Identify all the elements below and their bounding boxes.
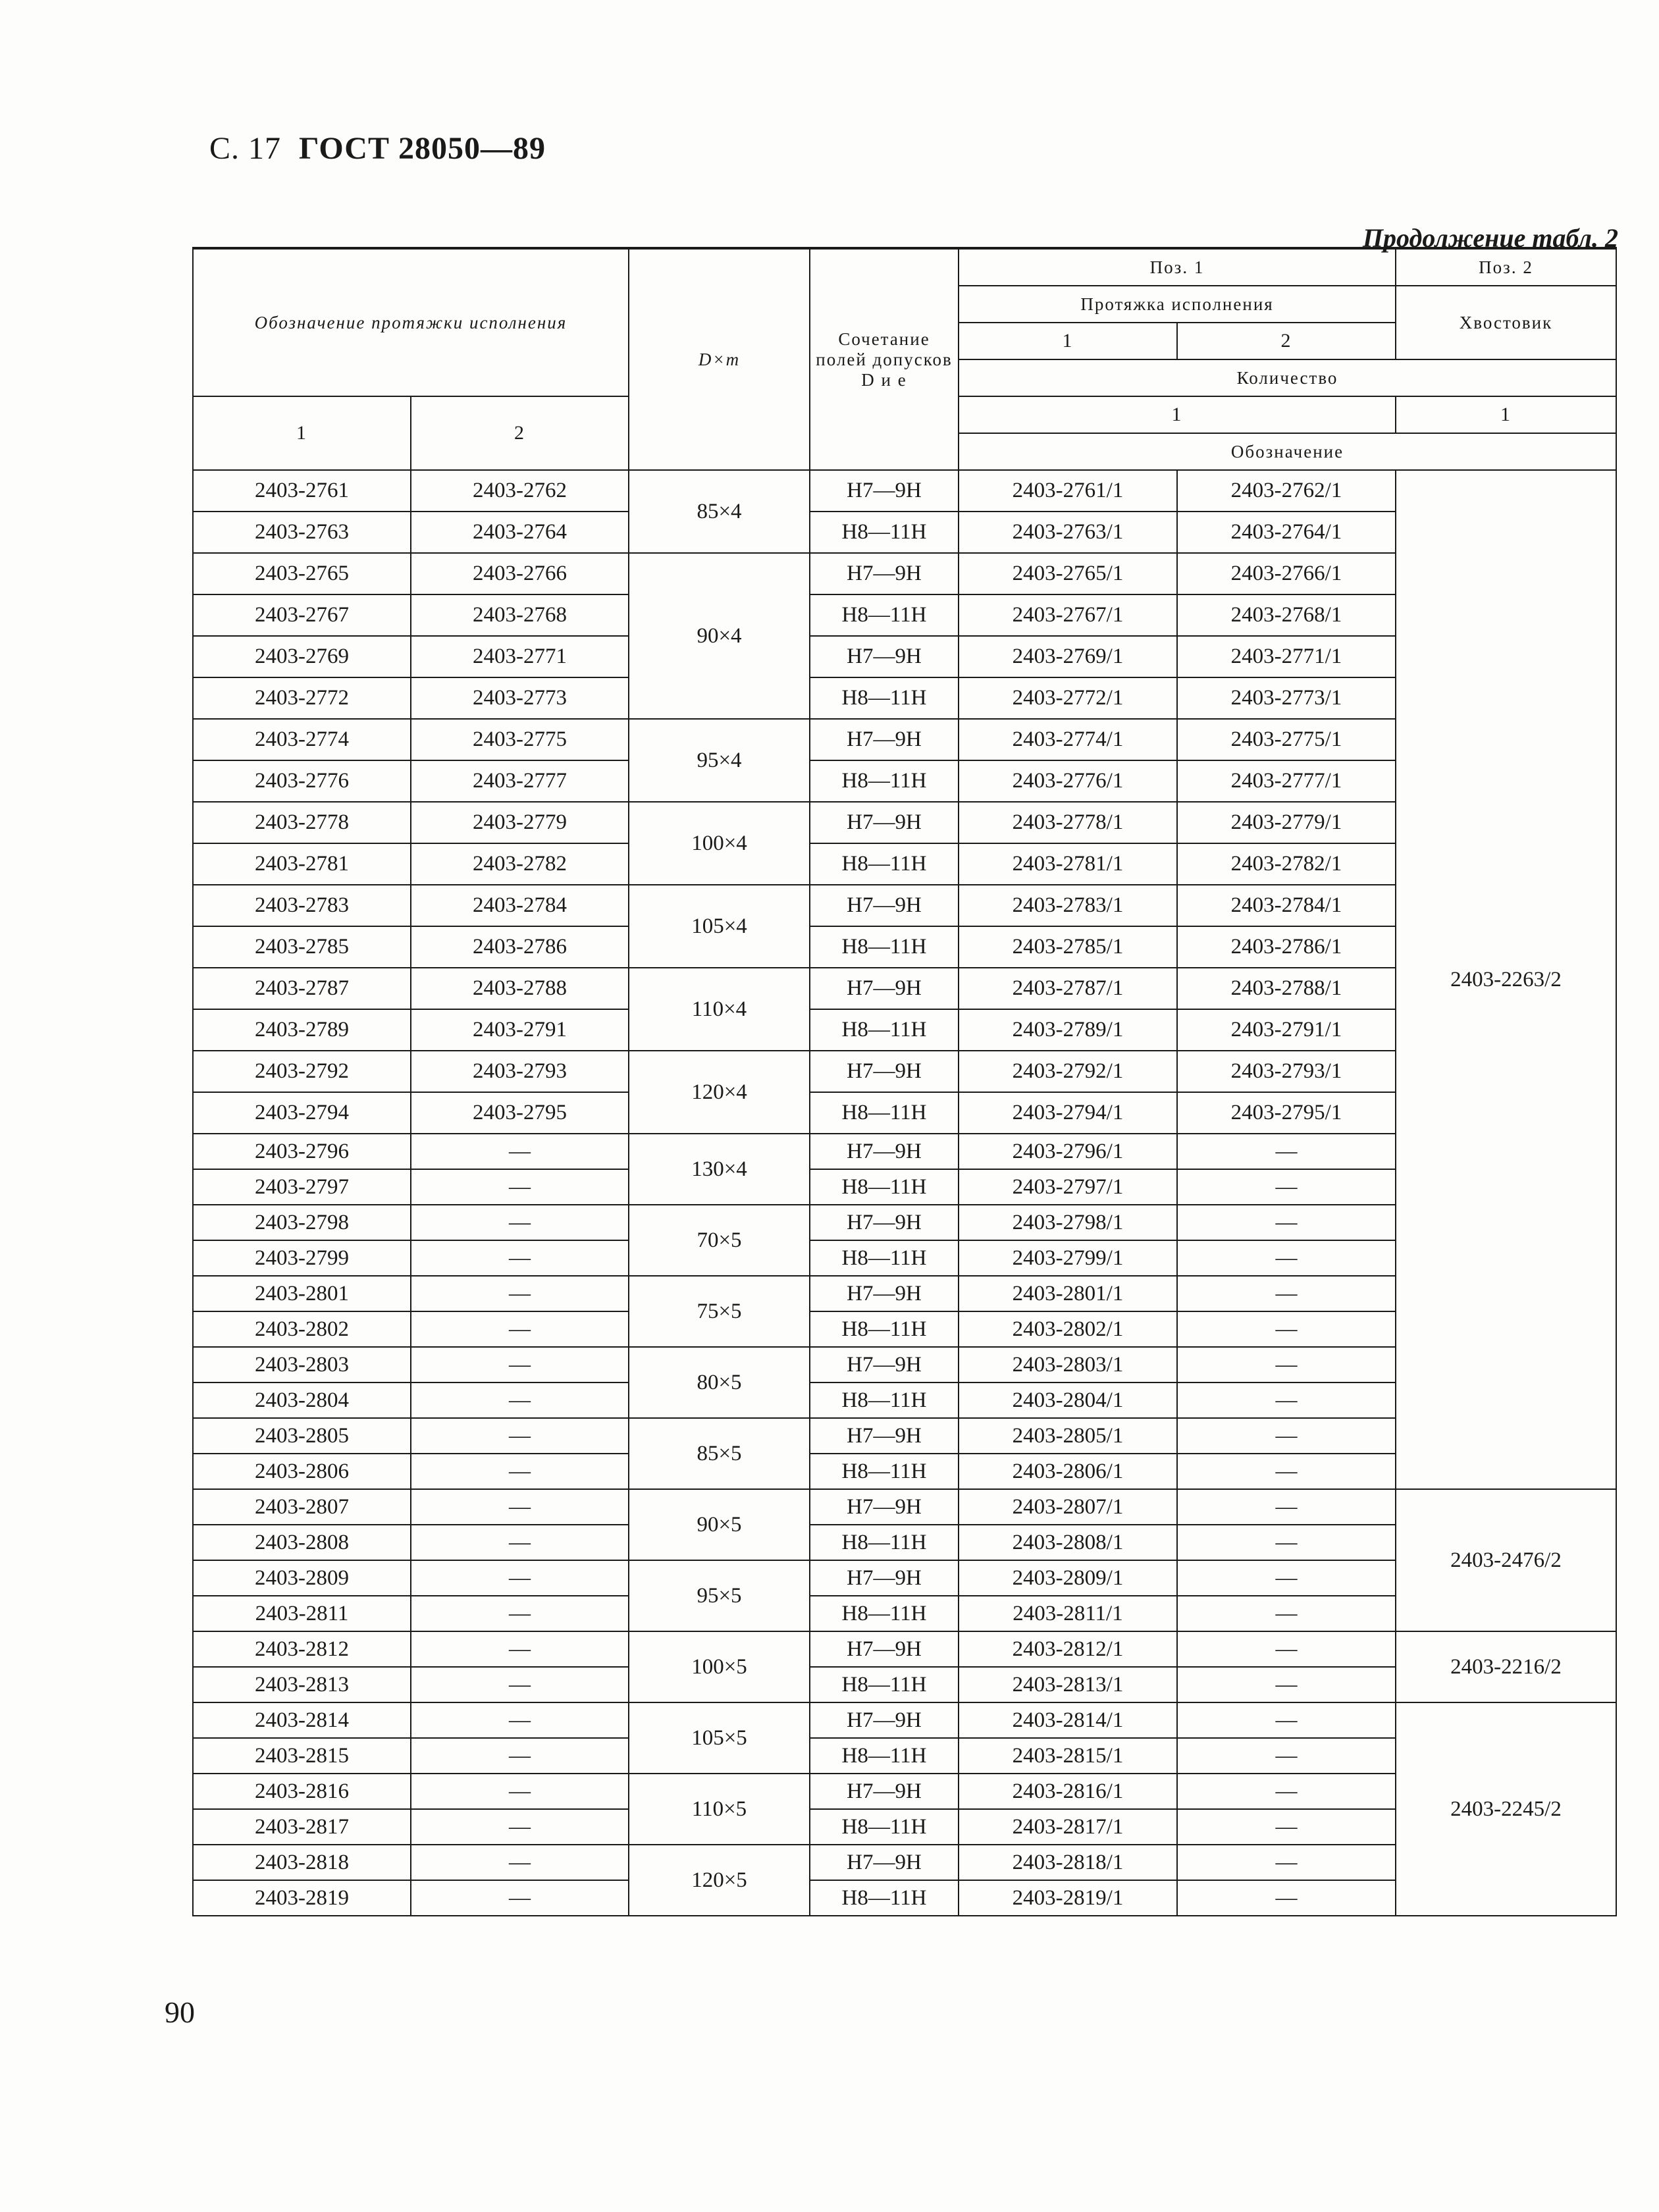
pos1-v1-designation: 2403-2815/1 bbox=[959, 1738, 1177, 1774]
broach-designation-v2: 2403-2777 bbox=[411, 760, 629, 802]
pos1-v2-designation: — bbox=[1177, 1596, 1396, 1631]
broach-designation-v1: 2403-2805 bbox=[193, 1418, 411, 1454]
dm-header: D×m bbox=[629, 248, 810, 470]
tolerance-fit: H8—11H bbox=[810, 677, 959, 719]
pos1-v1-designation: 2403-2787/1 bbox=[959, 968, 1177, 1009]
pos1-v1-designation: 2403-2765/1 bbox=[959, 553, 1177, 594]
tolerance-fit: H8—11H bbox=[810, 760, 959, 802]
pos1-v1-designation: 2403-2819/1 bbox=[959, 1880, 1177, 1916]
broach-designation-v2: — bbox=[411, 1347, 629, 1382]
tolerance-fit: H7—9H bbox=[810, 1631, 959, 1667]
pos1-v2-designation: — bbox=[1177, 1738, 1396, 1774]
table-2-continuation bbox=[192, 247, 1616, 1916]
pos1-v2-designation: — bbox=[1177, 1809, 1396, 1845]
pos1-v1-designation: 2403-2776/1 bbox=[959, 760, 1177, 802]
broach-designation-v1: 2403-2812 bbox=[193, 1631, 411, 1667]
broach-designation-v1: 2403-2792 bbox=[193, 1051, 411, 1092]
tolerance-fit: H8—11H bbox=[810, 1667, 959, 1702]
shank-designation: 2403-2476/2 bbox=[1396, 1489, 1616, 1631]
page-number: 90 bbox=[165, 1995, 195, 2029]
pos1-v1-designation: 2403-2817/1 bbox=[959, 1809, 1177, 1845]
pos1-v2-designation: 2403-2793/1 bbox=[1177, 1051, 1396, 1092]
tolerance-fit: H7—9H bbox=[810, 1560, 959, 1596]
pos1-v1-designation: 2403-2804/1 bbox=[959, 1382, 1177, 1418]
broach-designation-v1: 2403-2763 bbox=[193, 512, 411, 553]
broach-designation-v1: 2403-2783 bbox=[193, 885, 411, 926]
tolerance-fit: H8—11H bbox=[810, 1382, 959, 1418]
pos1-v2-designation: — bbox=[1177, 1489, 1396, 1525]
shank-designation: 2403-2216/2 bbox=[1396, 1631, 1616, 1702]
designation-label-header: Обозначение bbox=[959, 433, 1616, 470]
broach-designation-v2: 2403-2762 bbox=[411, 470, 629, 512]
pos1-v1-designation: 2403-2799/1 bbox=[959, 1240, 1177, 1276]
dm-cell: 90×5 bbox=[629, 1489, 810, 1560]
tolerance-fit: H7—9H bbox=[810, 1774, 959, 1809]
pos1-v2-designation: — bbox=[1177, 1240, 1396, 1276]
broach-designation-v2: 2403-2775 bbox=[411, 719, 629, 760]
broach-designation-v1: 2403-2785 bbox=[193, 926, 411, 968]
pos1-v2-designation: — bbox=[1177, 1525, 1396, 1560]
designation-header: Обозначение протяжки исполнения bbox=[193, 248, 629, 396]
pos1-v1-designation: 2403-2796/1 bbox=[959, 1134, 1177, 1169]
broach-designation-v1: 2403-2781 bbox=[193, 843, 411, 885]
broach-designation-v1: 2403-2772 bbox=[193, 677, 411, 719]
pos1-v1-designation: 2403-2803/1 bbox=[959, 1347, 1177, 1382]
pos1-v1-designation: 2403-2816/1 bbox=[959, 1774, 1177, 1809]
broach-designation-v1: 2403-2776 bbox=[193, 760, 411, 802]
pos1-v2-designation: — bbox=[1177, 1169, 1396, 1205]
broach-designation-v2: 2403-2793 bbox=[411, 1051, 629, 1092]
pos1-v1-designation: 2403-2808/1 bbox=[959, 1525, 1177, 1560]
tolerance-fit: H7—9H bbox=[810, 1051, 959, 1092]
pos1-v1-designation: 2403-2807/1 bbox=[959, 1489, 1177, 1525]
standard-number: ГОСТ 28050—89 bbox=[299, 131, 546, 166]
spec-table bbox=[192, 247, 1617, 1916]
broach-designation-v2: — bbox=[411, 1205, 629, 1240]
tolerance-fit: H8—11H bbox=[810, 926, 959, 968]
version-1-header: 1 bbox=[959, 323, 1177, 359]
broach-designation-v2: — bbox=[411, 1702, 629, 1738]
broach-designation-v1: 2403-2787 bbox=[193, 968, 411, 1009]
broach-designation-v2: — bbox=[411, 1134, 629, 1169]
dm-cell: 120×5 bbox=[629, 1845, 810, 1916]
pos1-v1-designation: 2403-2772/1 bbox=[959, 677, 1177, 719]
tolerance-fit: H8—11H bbox=[810, 1009, 959, 1051]
table-row bbox=[193, 1489, 1616, 1525]
pos1-v2-designation: 2403-2779/1 bbox=[1177, 802, 1396, 843]
pos1-v2-designation: — bbox=[1177, 1845, 1396, 1880]
pos1-v2-designation: — bbox=[1177, 1774, 1396, 1809]
pos1-v1-designation: 2403-2802/1 bbox=[959, 1311, 1177, 1347]
pos1-v1-designation: 2403-2812/1 bbox=[959, 1631, 1177, 1667]
broach-designation-v1: 2403-2815 bbox=[193, 1738, 411, 1774]
pos1-header: Поз. 1 bbox=[959, 248, 1396, 286]
pos1-v2-designation: — bbox=[1177, 1667, 1396, 1702]
broach-designation-v1: 2403-2789 bbox=[193, 1009, 411, 1051]
pos1-v2-designation: — bbox=[1177, 1702, 1396, 1738]
pos1-v2-designation: — bbox=[1177, 1382, 1396, 1418]
broach-designation-v1: 2403-2801 bbox=[193, 1276, 411, 1311]
dm-cell: 75×5 bbox=[629, 1276, 810, 1347]
broach-designation-v2: 2403-2779 bbox=[411, 802, 629, 843]
dm-cell: 100×4 bbox=[629, 802, 810, 885]
pos1-v2-designation: 2403-2775/1 bbox=[1177, 719, 1396, 760]
tolerance-fit: H7—9H bbox=[810, 470, 959, 512]
broach-designation-v2: — bbox=[411, 1560, 629, 1596]
tolerance-fit: H8—11H bbox=[810, 1880, 959, 1916]
pos1-v1-designation: 2403-2761/1 bbox=[959, 470, 1177, 512]
dm-cell: 130×4 bbox=[629, 1134, 810, 1205]
pos1-v2-designation: 2403-2768/1 bbox=[1177, 594, 1396, 636]
broach-designation-v2: 2403-2771 bbox=[411, 636, 629, 677]
broach-designation-v2: — bbox=[411, 1631, 629, 1667]
shank-designation: 2403-2245/2 bbox=[1396, 1702, 1616, 1916]
dm-cell: 85×5 bbox=[629, 1418, 810, 1489]
tolerance-fit: H7—9H bbox=[810, 802, 959, 843]
pos1-v2-designation: — bbox=[1177, 1454, 1396, 1489]
broach-designation-v2: — bbox=[411, 1382, 629, 1418]
tolerance-fit: H7—9H bbox=[810, 636, 959, 677]
broach-designation-v1: 2403-2806 bbox=[193, 1454, 411, 1489]
tolerance-fit: H7—9H bbox=[810, 719, 959, 760]
pos1-v2-designation: 2403-2795/1 bbox=[1177, 1092, 1396, 1134]
pos1-v2-designation: — bbox=[1177, 1311, 1396, 1347]
pos1-v2-designation: — bbox=[1177, 1631, 1396, 1667]
pos1-v1-designation: 2403-2809/1 bbox=[959, 1560, 1177, 1596]
broach-designation-v1: 2403-2798 bbox=[193, 1205, 411, 1240]
broach-designation-v1: 2403-2765 bbox=[193, 553, 411, 594]
pos1-v1-designation: 2403-2769/1 bbox=[959, 636, 1177, 677]
tolerance-fit: H7—9H bbox=[810, 885, 959, 926]
dm-cell: 95×4 bbox=[629, 719, 810, 802]
tolerance-fit: H7—9H bbox=[810, 1276, 959, 1311]
broach-designation-v1: 2403-2809 bbox=[193, 1560, 411, 1596]
dm-cell: 120×4 bbox=[629, 1051, 810, 1134]
dm-cell: 110×4 bbox=[629, 968, 810, 1051]
page-ref: С. 17 bbox=[209, 131, 282, 166]
dm-cell: 85×4 bbox=[629, 470, 810, 553]
broach-designation-v1: 2403-2816 bbox=[193, 1774, 411, 1809]
broach-designation-v1: 2403-2769 bbox=[193, 636, 411, 677]
pos1-v1-designation: 2403-2789/1 bbox=[959, 1009, 1177, 1051]
broach-designation-v2: — bbox=[411, 1774, 629, 1809]
dm-cell: 100×5 bbox=[629, 1631, 810, 1702]
pos1-v2-designation: 2403-2791/1 bbox=[1177, 1009, 1396, 1051]
pos1-v2-designation: 2403-2777/1 bbox=[1177, 760, 1396, 802]
pos1-v2-designation: 2403-2788/1 bbox=[1177, 968, 1396, 1009]
broach-designation-v1: 2403-2803 bbox=[193, 1347, 411, 1382]
version-2-header: 2 bbox=[1177, 323, 1396, 359]
broach-designation-v2: 2403-2795 bbox=[411, 1092, 629, 1134]
tolerance-fit: H8—11H bbox=[810, 1525, 959, 1560]
tolerance-fit: H8—11H bbox=[810, 1454, 959, 1489]
pos1-v2-designation: 2403-2786/1 bbox=[1177, 926, 1396, 968]
pos1-v2-designation: 2403-2782/1 bbox=[1177, 843, 1396, 885]
pos1-v1-designation: 2403-2805/1 bbox=[959, 1418, 1177, 1454]
broach-designation-v1: 2403-2814 bbox=[193, 1702, 411, 1738]
broach-designation-v2: — bbox=[411, 1667, 629, 1702]
broach-designation-v2: 2403-2773 bbox=[411, 677, 629, 719]
pos1-v2-designation: 2403-2762/1 bbox=[1177, 470, 1396, 512]
tolerance-fit: H7—9H bbox=[810, 1134, 959, 1169]
tolerance-fit: H8—11H bbox=[810, 843, 959, 885]
pos1-v1-designation: 2403-2814/1 bbox=[959, 1702, 1177, 1738]
broach-designation-v2: — bbox=[411, 1276, 629, 1311]
pos1-v1-designation: 2403-2763/1 bbox=[959, 512, 1177, 553]
broach-designation-v1: 2403-2817 bbox=[193, 1809, 411, 1845]
broach-designation-v2: — bbox=[411, 1880, 629, 1916]
broach-designation-v2: 2403-2782 bbox=[411, 843, 629, 885]
broach-designation-v1: 2403-2778 bbox=[193, 802, 411, 843]
pos1-v2-designation: 2403-2771/1 bbox=[1177, 636, 1396, 677]
tolerance-fit: H8—11H bbox=[810, 594, 959, 636]
pos1-v1-designation: 2403-2783/1 bbox=[959, 885, 1177, 926]
broach-designation-v1: 2403-2808 bbox=[193, 1525, 411, 1560]
pos1-v1-designation: 2403-2792/1 bbox=[959, 1051, 1177, 1092]
broach-designation-v2: — bbox=[411, 1738, 629, 1774]
broach-designation-v2: — bbox=[411, 1596, 629, 1631]
broach-designation-v2: 2403-2766 bbox=[411, 553, 629, 594]
tolerance-fit: H8—11H bbox=[810, 1092, 959, 1134]
pos1-v2-designation: — bbox=[1177, 1880, 1396, 1916]
quantity-header: Количество bbox=[959, 359, 1616, 396]
fits-header: Сочетание полей допусков D и e bbox=[810, 248, 959, 470]
tolerance-fit: H8—11H bbox=[810, 1809, 959, 1845]
broach-designation-v1: 2403-2794 bbox=[193, 1092, 411, 1134]
shank-header: Хвостовик bbox=[1396, 286, 1616, 359]
broach-version-header: Протяжка исполнения bbox=[959, 286, 1396, 323]
broach-designation-v1: 2403-2774 bbox=[193, 719, 411, 760]
pos1-v2-designation: — bbox=[1177, 1134, 1396, 1169]
pos1-v2-designation: — bbox=[1177, 1205, 1396, 1240]
pos1-v2-designation: — bbox=[1177, 1276, 1396, 1311]
broach-designation-v2: — bbox=[411, 1489, 629, 1525]
table-continuation-label: Продолжение табл. 2 bbox=[1362, 223, 1618, 253]
pos1-v1-designation: 2403-2774/1 bbox=[959, 719, 1177, 760]
table-row bbox=[193, 470, 1616, 512]
tolerance-fit: H7—9H bbox=[810, 1845, 959, 1880]
dm-cell: 70×5 bbox=[629, 1205, 810, 1276]
broach-designation-v2: — bbox=[411, 1845, 629, 1880]
tolerance-fit: H7—9H bbox=[810, 1347, 959, 1382]
tolerance-fit: H7—9H bbox=[810, 553, 959, 594]
dm-cell: 105×4 bbox=[629, 885, 810, 968]
pos1-v1-designation: 2403-2806/1 bbox=[959, 1454, 1177, 1489]
broach-designation-v1: 2403-2761 bbox=[193, 470, 411, 512]
tolerance-fit: H8—11H bbox=[810, 1596, 959, 1631]
broach-designation-v1: 2403-2767 bbox=[193, 594, 411, 636]
tolerance-fit: H8—11H bbox=[810, 1240, 959, 1276]
pos1-v1-designation: 2403-2797/1 bbox=[959, 1169, 1177, 1205]
dm-cell: 105×5 bbox=[629, 1702, 810, 1774]
broach-designation-v2: — bbox=[411, 1240, 629, 1276]
broach-designation-v2: 2403-2788 bbox=[411, 968, 629, 1009]
broach-designation-v1: 2403-2804 bbox=[193, 1382, 411, 1418]
pos2-header: Поз. 2 bbox=[1396, 248, 1616, 286]
designation-col-1-header: 1 bbox=[193, 396, 411, 470]
designation-col-2-header: 2 bbox=[411, 396, 629, 470]
pos2-quantity: 1 bbox=[1396, 396, 1616, 433]
dm-cell: 90×4 bbox=[629, 553, 810, 719]
tolerance-fit: H7—9H bbox=[810, 1418, 959, 1454]
broach-designation-v2: — bbox=[411, 1454, 629, 1489]
broach-designation-v1: 2403-2818 bbox=[193, 1845, 411, 1880]
broach-designation-v1: 2403-2796 bbox=[193, 1134, 411, 1169]
pos1-v1-designation: 2403-2767/1 bbox=[959, 594, 1177, 636]
pos1-v2-designation: — bbox=[1177, 1347, 1396, 1382]
broach-designation-v2: — bbox=[411, 1525, 629, 1560]
pos1-v2-designation: 2403-2764/1 bbox=[1177, 512, 1396, 553]
broach-designation-v2: 2403-2764 bbox=[411, 512, 629, 553]
pos1-v1-designation: 2403-2781/1 bbox=[959, 843, 1177, 885]
pos1-v1-designation: 2403-2785/1 bbox=[959, 926, 1177, 968]
tolerance-fit: H8—11H bbox=[810, 512, 959, 553]
table-body bbox=[193, 470, 1616, 1916]
page-header bbox=[209, 130, 546, 167]
table-row bbox=[193, 1702, 1616, 1738]
tolerance-fit: H8—11H bbox=[810, 1738, 959, 1774]
shank-designation: 2403-2263/2 bbox=[1396, 470, 1616, 1489]
pos1-v1-designation: 2403-2818/1 bbox=[959, 1845, 1177, 1880]
broach-designation-v2: 2403-2784 bbox=[411, 885, 629, 926]
broach-designation-v2: — bbox=[411, 1311, 629, 1347]
broach-designation-v2: — bbox=[411, 1169, 629, 1205]
pos1-quantity: 1 bbox=[959, 396, 1396, 433]
pos1-v2-designation: 2403-2766/1 bbox=[1177, 553, 1396, 594]
pos1-v1-designation: 2403-2811/1 bbox=[959, 1596, 1177, 1631]
pos1-v1-designation: 2403-2813/1 bbox=[959, 1667, 1177, 1702]
pos1-v2-designation: 2403-2784/1 bbox=[1177, 885, 1396, 926]
broach-designation-v2: — bbox=[411, 1418, 629, 1454]
broach-designation-v1: 2403-2811 bbox=[193, 1596, 411, 1631]
broach-designation-v2: 2403-2768 bbox=[411, 594, 629, 636]
pos1-v2-designation: — bbox=[1177, 1560, 1396, 1596]
pos1-v2-designation: 2403-2773/1 bbox=[1177, 677, 1396, 719]
tolerance-fit: H7—9H bbox=[810, 968, 959, 1009]
dm-cell: 80×5 bbox=[629, 1347, 810, 1418]
broach-designation-v1: 2403-2819 bbox=[193, 1880, 411, 1916]
pos1-v1-designation: 2403-2794/1 bbox=[959, 1092, 1177, 1134]
broach-designation-v2: 2403-2791 bbox=[411, 1009, 629, 1051]
broach-designation-v1: 2403-2813 bbox=[193, 1667, 411, 1702]
broach-designation-v1: 2403-2807 bbox=[193, 1489, 411, 1525]
dm-cell: 110×5 bbox=[629, 1774, 810, 1845]
pos1-v1-designation: 2403-2798/1 bbox=[959, 1205, 1177, 1240]
tolerance-fit: H8—11H bbox=[810, 1169, 959, 1205]
table-row bbox=[193, 1631, 1616, 1667]
pos1-v1-designation: 2403-2801/1 bbox=[959, 1276, 1177, 1311]
pos1-v2-designation: — bbox=[1177, 1418, 1396, 1454]
broach-designation-v2: 2403-2786 bbox=[411, 926, 629, 968]
dm-cell: 95×5 bbox=[629, 1560, 810, 1631]
tolerance-fit: H7—9H bbox=[810, 1489, 959, 1525]
broach-designation-v1: 2403-2799 bbox=[193, 1240, 411, 1276]
broach-designation-v1: 2403-2802 bbox=[193, 1311, 411, 1347]
tolerance-fit: H7—9H bbox=[810, 1702, 959, 1738]
tolerance-fit: H8—11H bbox=[810, 1311, 959, 1347]
tolerance-fit: H7—9H bbox=[810, 1205, 959, 1240]
broach-designation-v2: — bbox=[411, 1809, 629, 1845]
broach-designation-v1: 2403-2797 bbox=[193, 1169, 411, 1205]
pos1-v1-designation: 2403-2778/1 bbox=[959, 802, 1177, 843]
